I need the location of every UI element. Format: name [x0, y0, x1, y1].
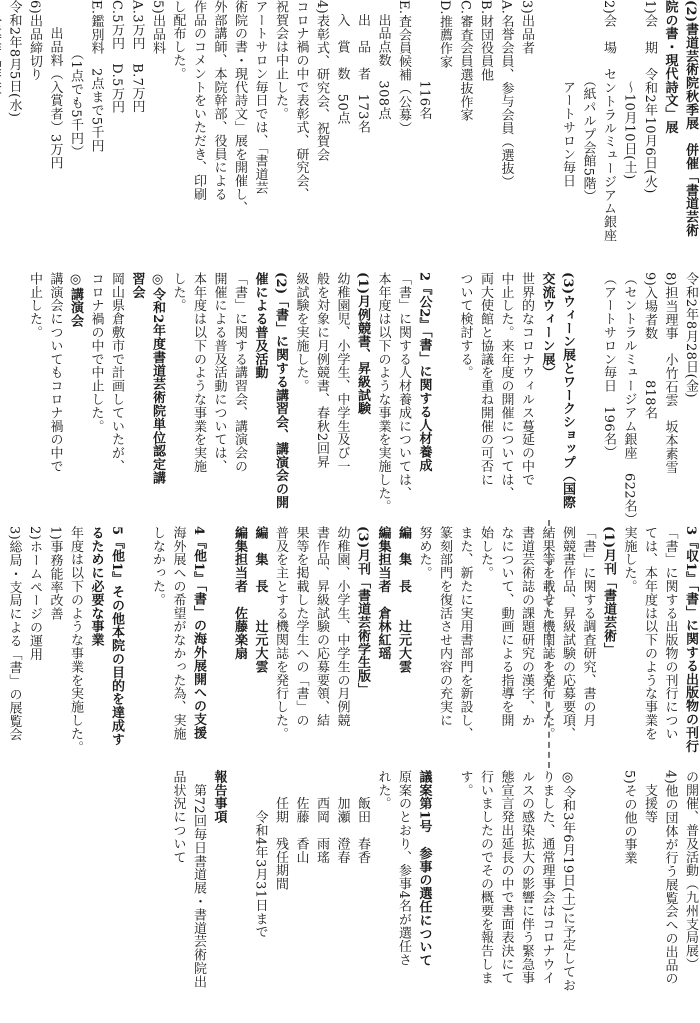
text-line — [208, 526, 229, 763]
text-line: アートサロン毎日 — [560, 0, 575, 188]
text-line: 幼稚園、小学生、中学生の月例競 — [334, 526, 350, 727]
text-line: コロナ禍の中で中止した。 — [88, 272, 104, 433]
text-line: 術院の書・現代詩文」展を開催し、 — [232, 0, 247, 215]
text-line: 例競書作品、昇級試験の応募要項、 — [560, 526, 575, 741]
text-line: 年度は以下のような事業を実施した。 — [68, 526, 83, 754]
text-line — [434, 272, 455, 520]
text-line: 佐藤 香山 — [293, 770, 309, 864]
text-line: 外部講師、本院幹部、役員による — [211, 0, 227, 201]
text-line: しなかった。 — [150, 526, 165, 607]
text-line: 116名 — [416, 0, 432, 120]
heading-line: 議案第1号 参事の選任について — [416, 770, 432, 968]
text-line: 5)出品料 — [150, 0, 165, 55]
text-line: し配布した。 — [170, 0, 186, 81]
text-line — [598, 770, 619, 1023]
heading-line: (3)月刊「書道芸術学生版」 — [355, 526, 370, 696]
text-line: 原案のとおり、参事4名が選任さ — [396, 770, 411, 967]
heading-line: 報告事項 — [211, 770, 227, 824]
text-line: 級試験を実施した。 — [293, 272, 309, 393]
text-line: した。 — [170, 272, 186, 313]
heading-line: (1)月刊「書道芸術」 — [601, 526, 616, 656]
heading-line: (2)書道芸術院秋季展 併催「書道芸術 — [683, 0, 698, 237]
text-line: 2)会 場 セントラルミュージアム銀座 — [601, 0, 616, 242]
text-line: 飯田 春香 — [355, 770, 370, 864]
text-line: 支援等 — [642, 770, 657, 824]
text-line: 行いましたのでその概要を報告しま — [478, 770, 493, 985]
text-line: 〜10月10日(土) — [621, 0, 637, 180]
text-block-tier-1 — [0, 0, 700, 258]
text-line: 本年度は以下のような事業を実施した。 — [375, 272, 391, 514]
text-line: ついて検討する。 — [457, 272, 473, 380]
text-line — [577, 272, 598, 520]
heading-line: 交流ウィーン展） — [539, 272, 555, 380]
heading-line: 編 集 長 辻元大雲 — [252, 526, 268, 674]
text-line: 令和2年8月28日(金) — [683, 272, 698, 399]
heading-line: 5『他1』その他本院の目的を達成す — [109, 526, 124, 746]
text-line: また、新たに実用書部門を新設し、 — [457, 526, 473, 741]
text-line: 「書」に関する調査研究、書の月 — [580, 526, 596, 727]
text-line: 令和2年8月5日(水) — [6, 0, 22, 118]
text-line: 4)他の団体が行う展覧会への出品の — [662, 770, 678, 986]
text-line: ◎令和3年6月19日(土)に予定してお — [560, 770, 575, 992]
text-line: なについて、動画による指導を開 — [498, 526, 514, 727]
text-line: 実施した。 — [621, 526, 637, 593]
text-block-tier-3 — [3, 526, 700, 763]
text-line: 1)事務能率改善 — [47, 526, 63, 621]
heading-line: 2『公2』「書」に関する人材養成 — [416, 272, 432, 472]
text-line: コロナ禍の中で表彰式、研究会、 — [293, 0, 309, 201]
text-line: E.査会員候補（公募） — [396, 0, 411, 136]
text-line: 令和4年3月31日まで — [252, 770, 268, 939]
text-line: 出品料（入賞者）3万円 — [47, 0, 63, 170]
text-line: アートサロン毎日では、「書道芸 — [252, 0, 268, 195]
text-line: 4)表彰式、研究会、祝賀会 — [314, 0, 329, 162]
text-line — [229, 770, 250, 1023]
text-line — [0, 0, 3, 258]
text-line: 6)出品締切り — [27, 0, 42, 82]
heading-line: 習会 — [129, 272, 145, 299]
text-line: 作品のコメントをいただき、印刷 — [191, 0, 206, 201]
text-block-tier-2 — [24, 272, 700, 526]
text-line: D.推薦作家 — [437, 0, 452, 69]
text-line: 9)入場者数 818名 — [642, 272, 657, 420]
text-line: 祝賀会は中止した。 — [273, 0, 288, 121]
text-line: 西岡 雨瑤 — [314, 770, 329, 864]
heading-line: 編集担当者 倉林紅瑶 — [375, 526, 391, 660]
text-line — [126, 526, 147, 763]
heading-line: 編集担当者 佐藤楽扇 — [232, 526, 247, 660]
text-line: （1点でも5千円） — [68, 0, 83, 159]
heading-line: るために必要な事業 — [88, 526, 104, 647]
text-line: 中止した。来年度の開催については、 — [498, 272, 514, 500]
text-line: 態宣言発出延長の中で書面表決にて — [498, 770, 514, 985]
text-line: 「書」に関する講習会、講演会の — [232, 272, 247, 473]
text-line: （アートサロン毎日 196名） — [601, 272, 616, 459]
text-line: りました、通常理事会はコロナウイ — [539, 770, 555, 985]
heading-line: (1)月例競書、昇級試験 — [355, 272, 370, 416]
text-line: ルスの感染拡大の影響に伴う緊急事 — [519, 770, 534, 985]
heading-line: 4『他1』「書」の海外展開への支援 — [191, 526, 206, 740]
text-line: 2)ホームページの運用 — [27, 526, 42, 661]
heading-line: ◎講演会 — [68, 272, 83, 328]
text-line: A.3万円 B.7万円 — [129, 0, 145, 114]
text-line: 始した。 — [478, 526, 493, 580]
text-line: 本年度は以下のような事業を実施 — [191, 272, 206, 473]
text-block-tier-4 — [167, 770, 700, 1023]
text-line: 第72回毎日書道展・書道芸術院出 — [191, 770, 206, 989]
text-line: 「書」に関する人材養成については、 — [396, 272, 411, 500]
text-line: 両大使館と協議を重ね開催の可否に — [478, 272, 493, 487]
text-line: C.審査会員選抜作家 — [457, 0, 473, 122]
text-line: 出 品 者 173名 — [355, 0, 370, 134]
text-line: 海外展への希望がなかった為、実施 — [170, 526, 186, 741]
text-line: の開催、普及活動（九州支局展） — [683, 770, 698, 971]
heading-line: ◎令和2年度書道芸術院単位認定講 — [150, 272, 165, 485]
text-line: 任期 残任期間 — [273, 770, 288, 891]
text-line: 書道芸術誌の課題研究の漢字、か — [519, 526, 534, 727]
text-line: 開催による普及活動については、 — [211, 272, 227, 473]
text-line: （紙パルプ会館5階） — [580, 0, 596, 204]
text-line: 中止した。 — [27, 272, 42, 339]
heading-line: 院の書・現代詩文」展 — [662, 0, 678, 134]
text-line: れた。 — [375, 770, 391, 811]
text-line: （セントラルミュージアム銀座 622名） — [621, 272, 637, 526]
text-line: 幼稚園児、小学生、中学生及び一 — [334, 272, 350, 473]
text-line — [434, 770, 455, 1023]
text-line: 努めた。 — [416, 526, 432, 580]
dashed-separator — [548, 520, 550, 768]
text-line: 入 賞 数 50点 — [334, 0, 350, 125]
text-line: 8)担当理事 小竹石雲 坂本素雪 — [662, 272, 678, 474]
text-line: 結果等を載せた機関誌を発行した。 — [539, 526, 555, 741]
text-line: 1)会 期 令和2年10月6日(火) — [642, 0, 657, 194]
text-line: 出品点数 308点 — [375, 0, 391, 120]
text-line: 果等を掲載した学生への「書」の — [293, 526, 309, 727]
text-line: 加瀬 澄春 — [334, 770, 350, 864]
text-line: す。 — [457, 770, 473, 797]
text-line: E.鑑別料 2点まで5千円 — [88, 0, 104, 153]
text-line: 般を対象に月例競書、春秋2回昇 — [314, 272, 329, 469]
text-line — [577, 770, 598, 1023]
text-line: B.財団役員他 — [478, 0, 493, 82]
heading-line: 3『収1』「書」に関する出版物の刊行 — [683, 526, 698, 753]
text-line: 「書」に関する出版物の刊行につい — [662, 526, 678, 741]
heading-line: (2)「書」に関する講習会、講演会の開 — [273, 272, 288, 509]
text-line: 世界的なコロナウィルス蔓延の中で — [519, 272, 534, 487]
text-line: 岡山県倉敷市で計画していたが、 — [109, 272, 124, 473]
text-line: ては、本年度は以下のような事業を — [642, 526, 657, 741]
text-line: 3)出品者 — [519, 0, 534, 55]
text-line: 書作品、昇級試験の応募要領、結 — [314, 526, 329, 727]
text-line: A.名誉会員、参与会員（選抜） — [498, 0, 514, 189]
heading-line: 催による普及活動 — [252, 272, 268, 380]
text-line: 普及を主とする機関誌を発行した。 — [273, 526, 288, 741]
heading-line: 編 集 長 辻元大雲 — [396, 526, 411, 674]
text-line: 篆刻部門を復活させ内容の充実に — [437, 526, 452, 727]
text-line: 講演会についてもコロナ禍の中で — [47, 272, 63, 473]
text-line: 品状況について — [170, 770, 186, 864]
text-line — [536, 0, 557, 258]
text-line: 5)その他の事業 — [621, 770, 637, 865]
heading-line: (3)ウィーン展とワークショップ（国際 — [560, 272, 575, 509]
text-line: 3)総局・支局による「書」の展覧会 — [6, 526, 22, 742]
text-line: C.5万円 D.5万円 — [109, 0, 124, 114]
